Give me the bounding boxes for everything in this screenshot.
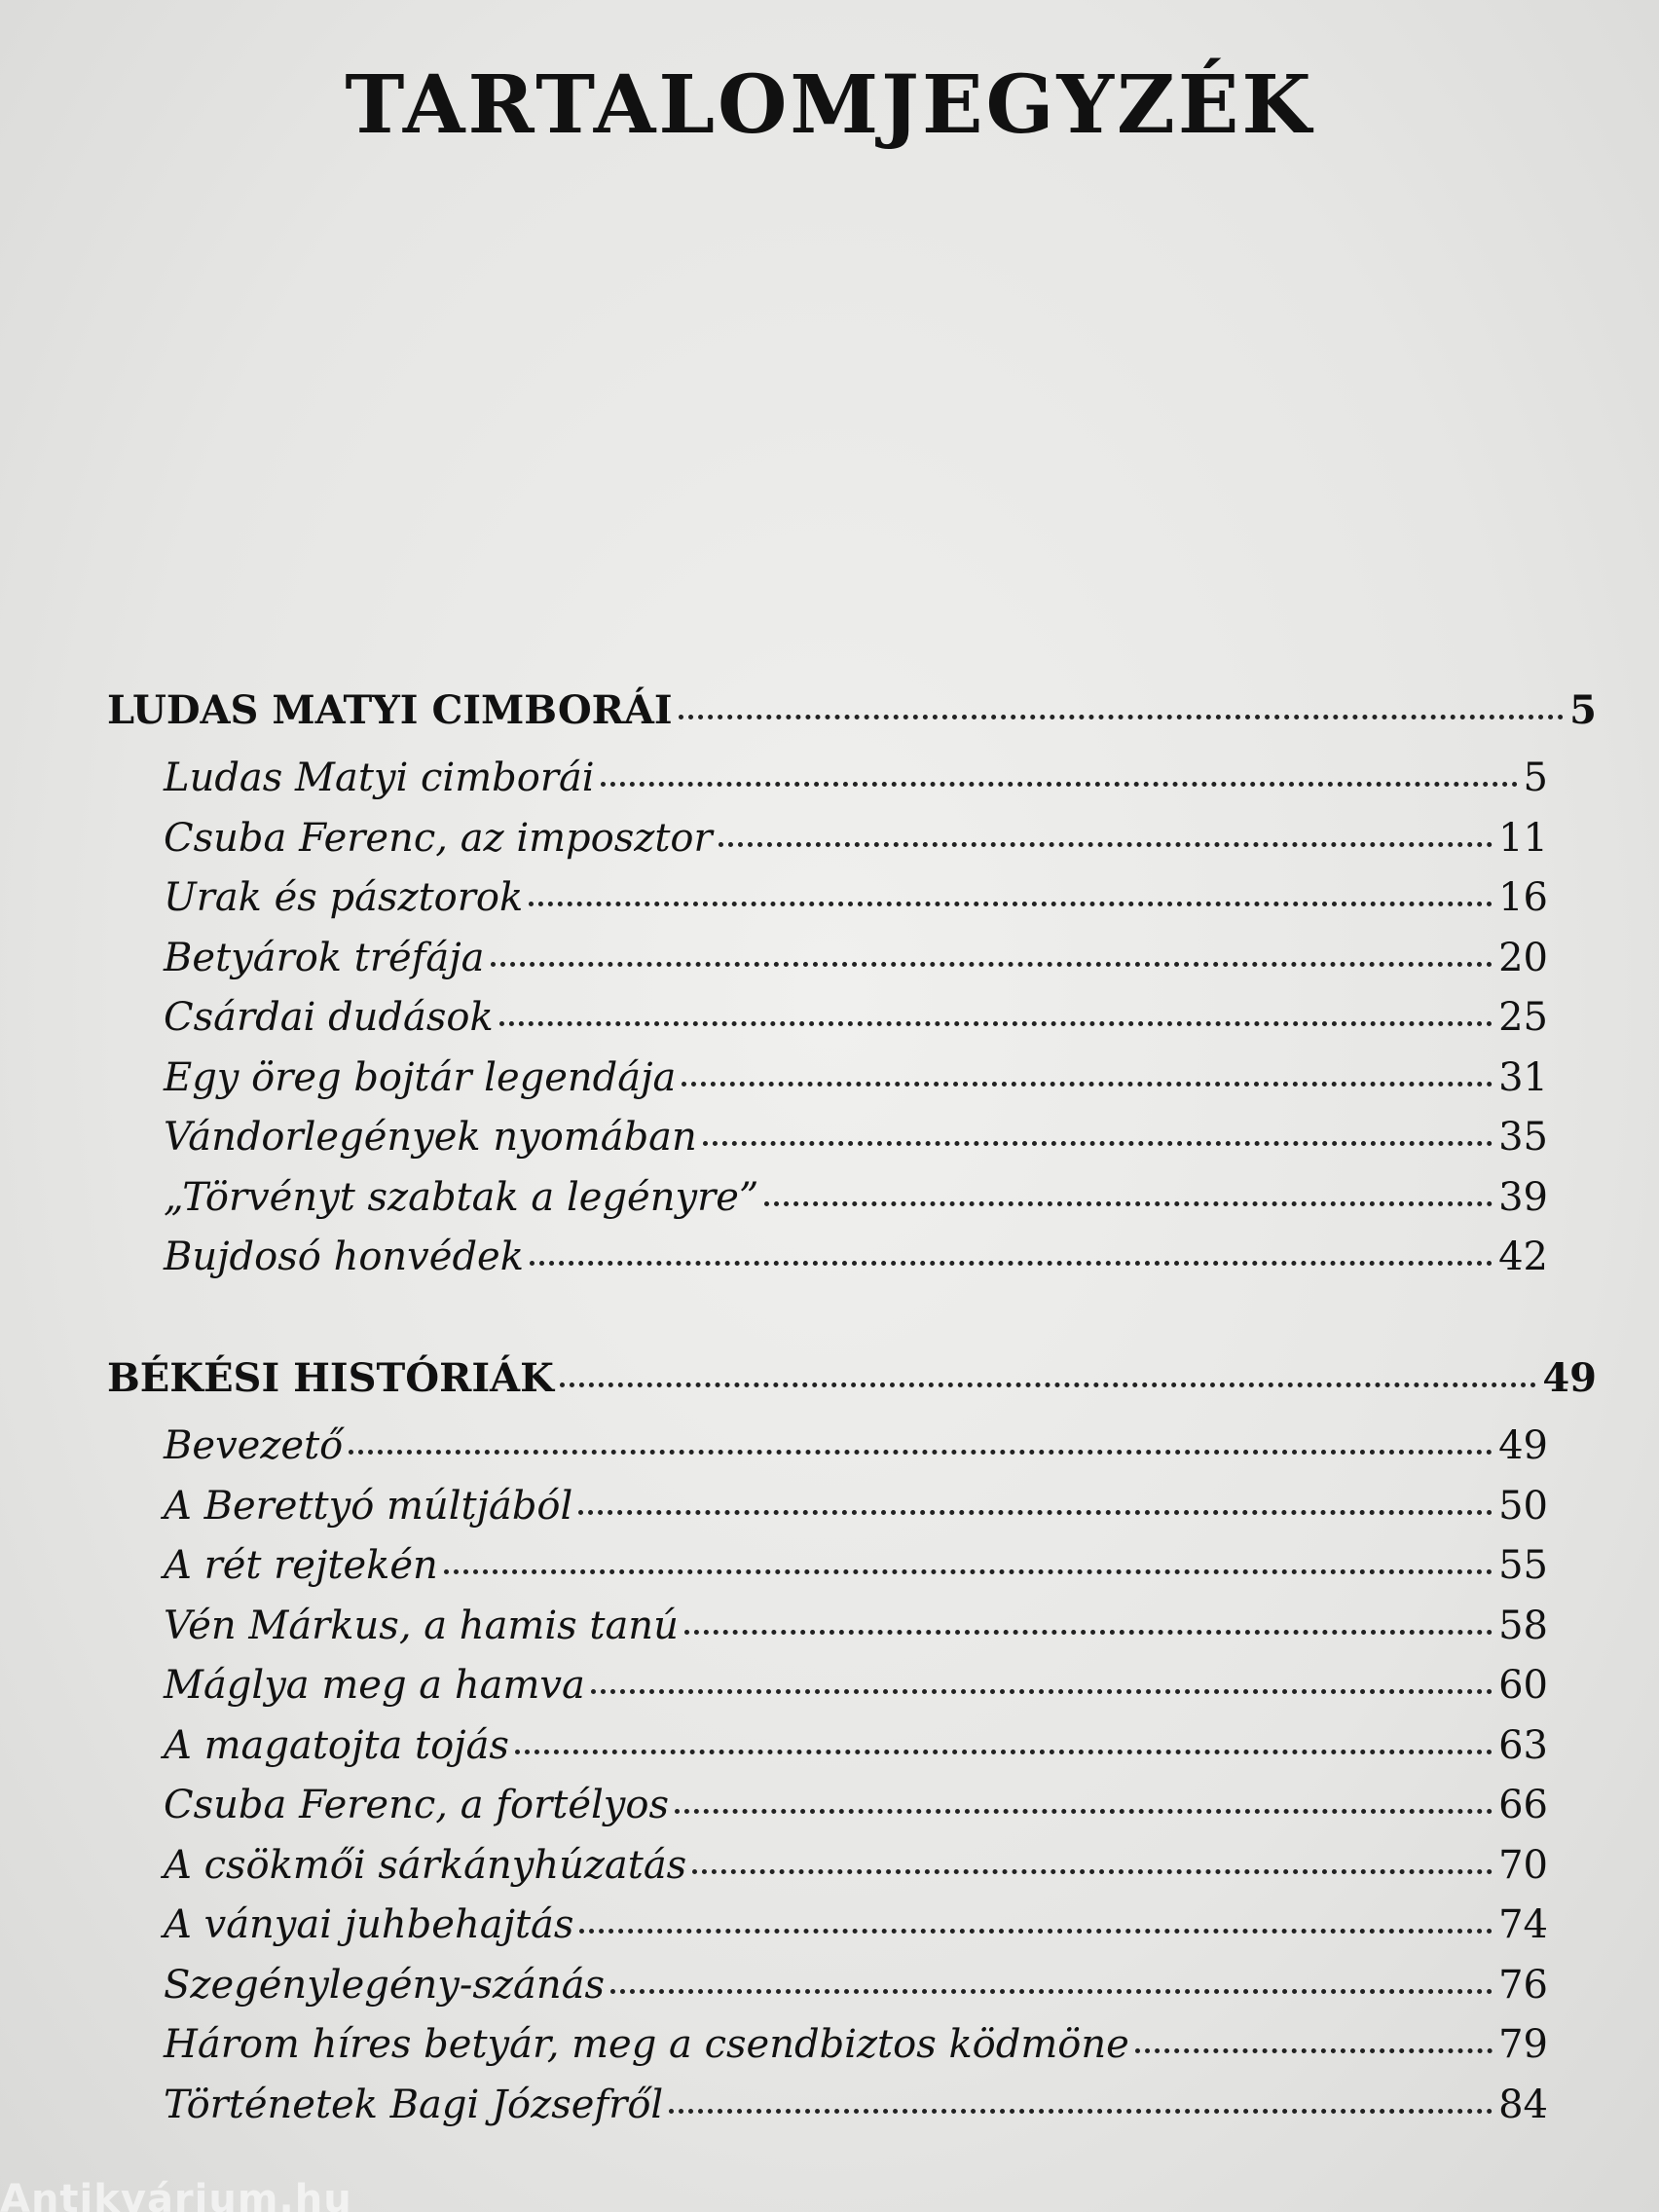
toc-entry[interactable] [107, 1115, 1548, 1175]
toc-entry[interactable] [107, 1604, 1548, 1664]
toc-entry-title: Ludas Matyi cimborái [164, 756, 595, 800]
toc-section-ludas-matyi [107, 687, 1597, 1295]
toc-entry-title: Betyárok tréfája [164, 935, 485, 980]
toc-entry[interactable] [107, 1543, 1548, 1604]
dot-leader [444, 1569, 1493, 1574]
toc-entry-title: „Törvényt szabtak a legényre” [164, 1174, 759, 1220]
toc-entry-page: 63 [1498, 1722, 1548, 1768]
toc-entry-title: A magatojta tojás [164, 1722, 509, 1768]
toc-entry-title: Történetek Bagi Józsefről [164, 2082, 664, 2127]
toc-entry-page: 76 [1498, 1962, 1548, 2008]
toc-entry[interactable] [107, 936, 1548, 996]
toc-entry-title: A Berettyó múltjából [164, 1483, 573, 1529]
toc-entry-title: Csuba Ferenc, a fortélyos [164, 1783, 670, 1827]
toc-entry[interactable] [107, 1484, 1548, 1544]
toc-entry[interactable] [107, 1963, 1548, 2023]
toc-entry[interactable] [107, 995, 1548, 1055]
toc-entry-page: 50 [1498, 1483, 1548, 1529]
toc-entry-title: Bujdosó honvédek [164, 1235, 524, 1279]
toc-entry-title: Szegénylegény-szánás [164, 1962, 605, 2008]
toc-entry-title: Urak és pásztorok [164, 875, 524, 920]
dot-leader [529, 902, 1493, 906]
dot-leader [530, 1261, 1493, 1266]
toc-entry[interactable] [107, 1235, 1548, 1295]
toc-entry[interactable] [107, 2022, 1548, 2083]
dot-leader [675, 1809, 1493, 1814]
dot-leader [578, 1510, 1493, 1515]
toc-entry-page: 35 [1498, 1115, 1548, 1160]
toc-entry-title: Egy öreg bojtár legendája [164, 1054, 677, 1100]
toc-entry-title: A rét rejtekén [164, 1543, 438, 1588]
toc-entry[interactable] [107, 1723, 1548, 1784]
toc-entry-page: 55 [1498, 1543, 1548, 1588]
dot-leader [669, 2109, 1493, 2114]
toc-entry[interactable] [107, 1663, 1548, 1723]
dot-leader [601, 782, 1518, 787]
toc-entry-title: Csárdai dudások [164, 995, 494, 1040]
toc-entry-page: 5 [1523, 756, 1548, 800]
toc-entry-title: Máglya meg a hamva [164, 1663, 585, 1708]
dot-leader [679, 715, 1565, 719]
section-heading-title: LUDAS MATYI CIMBORÁI [107, 687, 673, 733]
toc-entry-title: A csökmői sárkányhúzatás [164, 1842, 687, 1888]
section-heading[interactable] [107, 1355, 1597, 1423]
toc-entry-page: 60 [1498, 1663, 1548, 1708]
watermark: Antikvárium.hu [0, 2177, 352, 2212]
toc-entry-page: 39 [1498, 1174, 1548, 1220]
toc-entry[interactable] [107, 2083, 1548, 2143]
toc-entry-title: A ványai juhbehajtás [164, 1902, 574, 1947]
section-heading-page: 5 [1569, 687, 1597, 733]
toc-entry-page: 16 [1498, 875, 1548, 920]
toc-entry-page: 79 [1498, 2022, 1548, 2067]
dot-leader [719, 842, 1493, 847]
section-heading-page: 49 [1542, 1355, 1597, 1401]
toc-section-bekesi-historiak [107, 1355, 1597, 2142]
dot-leader [579, 1929, 1493, 1934]
toc-entry[interactable] [107, 816, 1548, 876]
dot-leader [560, 1382, 1537, 1387]
toc-entry-page: 74 [1498, 1902, 1548, 1947]
dot-leader [682, 1082, 1493, 1087]
toc-entry-title: Csuba Ferenc, az imposztor [164, 815, 713, 861]
dot-leader [1135, 2048, 1493, 2053]
toc-entry-page: 84 [1498, 2082, 1548, 2127]
toc-entry[interactable] [107, 1423, 1548, 1484]
toc-entry-title: Vén Márkus, a hamis tanú [164, 1603, 679, 1648]
toc-entry-page: 11 [1498, 815, 1548, 861]
toc-entry-title: Három híres betyár, meg a csendbiztos ködmöne [164, 2022, 1129, 2067]
toc-entry[interactable] [107, 1175, 1548, 1235]
toc-entry-page: 49 [1498, 1423, 1548, 1468]
toc-entry[interactable] [107, 1843, 1548, 1903]
dot-leader [610, 1989, 1493, 1994]
toc-entry[interactable] [107, 1902, 1548, 1963]
toc-entry-page: 25 [1498, 995, 1548, 1040]
dot-leader [349, 1450, 1493, 1455]
dot-leader [591, 1689, 1493, 1694]
toc-entry[interactable] [107, 875, 1548, 936]
toc-entry[interactable] [107, 1055, 1548, 1116]
dot-leader [499, 1021, 1493, 1026]
dot-leader [692, 1869, 1493, 1874]
toc-entry-title: Bevezető [164, 1423, 344, 1468]
toc-entry-title: Vándorlegények nyomában [164, 1115, 697, 1160]
page-title: TARTALOMJEGYZÉK [345, 58, 1314, 152]
toc-entry-page: 20 [1498, 935, 1548, 980]
toc-entry-page: 42 [1498, 1235, 1548, 1279]
toc-entry-page: 58 [1498, 1603, 1548, 1648]
section-heading-title: BÉKÉSI HISTÓRIÁK [107, 1355, 554, 1401]
dot-leader [491, 962, 1493, 967]
toc-entry-page: 70 [1498, 1842, 1548, 1888]
toc-entry-page: 31 [1498, 1054, 1548, 1100]
toc-entry-page: 66 [1498, 1783, 1548, 1827]
dot-leader [515, 1750, 1493, 1754]
dot-leader [684, 1630, 1493, 1635]
section-heading[interactable] [107, 687, 1597, 756]
toc-entry[interactable] [107, 756, 1548, 816]
dot-leader [703, 1141, 1493, 1146]
toc-entry[interactable] [107, 1783, 1548, 1843]
dot-leader [764, 1201, 1493, 1206]
